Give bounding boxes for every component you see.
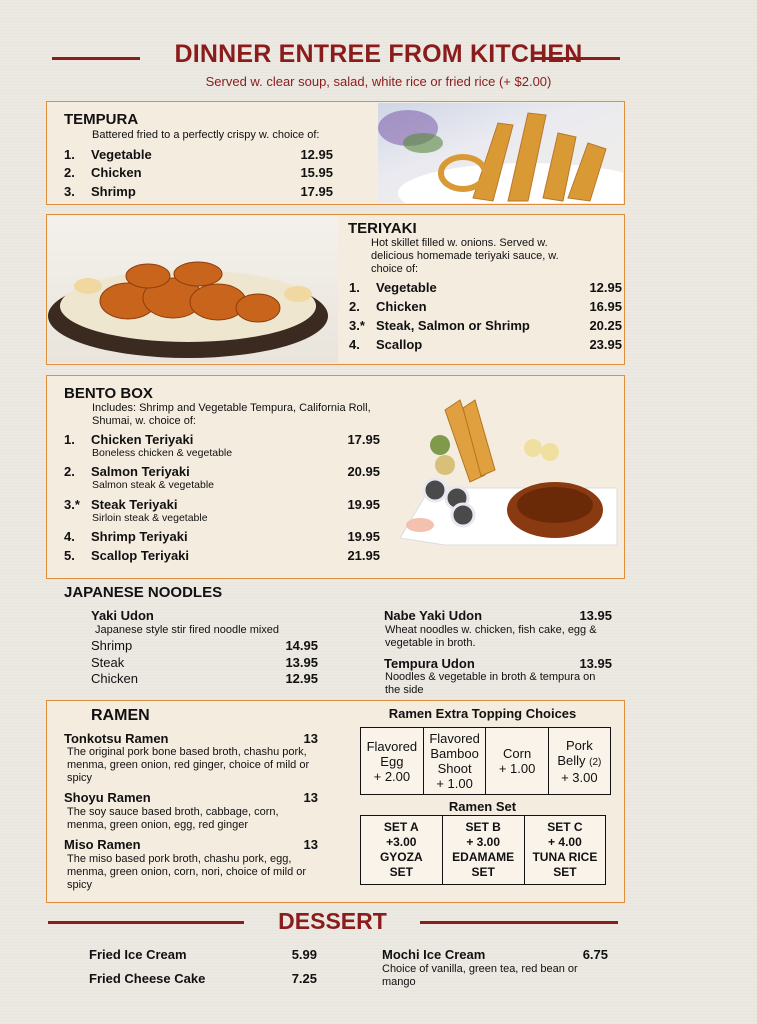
yaki-udon-price: 12.95 [285,671,318,686]
tempura-item: Vegetable [91,147,152,162]
bento-price: 17.95 [347,432,380,447]
yaki-udon-name: Yaki Udon [91,608,154,623]
yaki-udon-price: 14.95 [285,638,318,653]
bento-item-sub: Sirloin steak & vegetable [92,512,208,524]
tempura-price: 12.95 [300,147,333,162]
ramen-item-price: 13 [303,837,318,852]
bento-num: 3.* [64,497,80,512]
mochi-name: Mochi Ice Cream [382,947,486,962]
bento-photo [385,390,623,550]
teriyaki-num: 1. [349,280,360,295]
ramen-item-price: 13 [303,731,318,746]
set-item: TUNA RICE [532,850,598,864]
set-suffix: SET [471,865,495,879]
topping-label: Flavored [366,738,418,754]
yaki-udon-desc: Japanese style stir fired noodle mixed [95,624,280,636]
tempura-desc: Battered fried to a perfectly crispy w. choice of: [92,129,320,141]
teriyaki-price: 23.95 [589,337,622,352]
tempura-item: Shrimp [91,184,136,199]
tempura-price: 15.95 [300,165,333,180]
tempura-photo [378,103,623,203]
yaki-udon-option: Steak [91,655,125,670]
set-item: EDAMAME [452,850,515,864]
teriyaki-title: TERIYAKI [348,220,417,237]
nabe-yaki-udon-name: Nabe Yaki Udon [384,608,483,623]
topping-label: Bamboo [430,746,479,761]
dessert-item-name: Fried Cheese Cake [89,971,206,986]
teriyaki-price: 16.95 [589,299,622,314]
yaki-udon-option: Chicken [91,671,138,686]
topping-qty: (2) [589,756,602,768]
tempura-num: 3. [64,184,75,199]
set-price: + 3.00 [466,835,501,849]
topping-label: Egg [380,753,404,769]
bento-item: Steak Teriyaki [91,497,178,512]
bento-num: 1. [64,432,75,447]
dessert-item-name: Fried Ice Cream [89,947,187,962]
toppings-table [360,727,611,795]
teriyaki-num: 3.* [349,318,365,333]
tempura-title: TEMPURA [64,111,139,128]
bento-item: Chicken Teriyaki [91,432,194,447]
bento-price: 20.95 [347,464,380,479]
teriyaki-item: Vegetable [376,280,437,295]
topping-label: Pork [565,737,593,753]
teriyaki-item: Chicken [376,299,427,314]
teriyaki-item: Steak, Salmon or Shrimp [376,318,530,333]
ramen-set-title: Ramen Set [448,799,517,814]
tempura-udon-name: Tempura Udon [384,656,475,671]
set-suffix: SET [553,865,577,879]
topping-price: + 3.00 [561,769,598,785]
ramen-item-desc: The original pork bone based broth, chashu pork, menma, green onion, red ginger, choice of mild or spicy [67,746,310,784]
dessert-title: DESSERT [278,908,387,934]
nabe-yaki-udon-desc: Wheat noodles w. chicken, fish cake, egg & vegetable in broth. [385,624,597,649]
bento-desc: Includes: Shrimp and Vegetable Tempura, California Roll, Shumai, w. choice of: [92,402,371,427]
tempura-num: 1. [64,147,75,162]
ramen-set-cell [524,816,605,885]
topping-cell [423,728,486,795]
set-name: SET B [465,820,501,834]
ramen-item-price: 13 [303,790,318,805]
ramen-item-desc: The soy sauce based broth, cabbage, corn, menma, green onion, egg, red ginger [67,806,279,831]
teriyaki-num: 2. [349,299,360,314]
teriyaki-price: 20.25 [589,318,622,333]
set-price: + 4.00 [548,835,582,849]
ramen-item-name: Miso Ramen [64,837,141,852]
tempura-num: 2. [64,165,75,180]
bento-num: 2. [64,464,75,479]
tempura-udon-desc: Noodles & vegetable in broth & tempura on the side [385,671,596,696]
dessert-rule-left [48,921,244,924]
ramen-set-cell [361,816,443,885]
topping-cell [361,728,424,795]
dessert-item-price: 5.99 [291,947,317,962]
bento-num: 5. [64,548,75,563]
topping-label: Shoot [437,761,472,776]
bento-price: 21.95 [347,548,380,563]
set-price: +3.00 [386,835,417,849]
topping-price: + 2.00 [373,768,411,784]
bento-item-sub: Boneless chicken & vegetable [92,447,233,459]
set-name: SET A [383,820,419,834]
dessert-item-price: 7.25 [291,971,317,986]
bento-title: BENTO BOX [64,385,153,402]
bento-item-sub: Salmon steak & vegetable [92,479,214,491]
noodles-title: JAPANESE NOODLES [64,584,223,601]
tempura-price: 17.95 [300,184,333,199]
tempura-item: Chicken [91,165,142,180]
ramen-title: RAMEN [91,707,150,724]
teriyaki-price: 12.95 [589,280,622,295]
topping-price: + 1.00 [498,761,536,776]
topping-price: + 1.00 [436,776,473,791]
topping-label: Belly [557,752,586,768]
topping-cell [486,728,548,795]
bento-num: 4. [64,529,75,544]
set-name: SET C [547,820,583,834]
toppings-title: Ramen Extra Topping Choices [388,706,577,721]
ramen-item-name: Shoyu Ramen [64,790,151,805]
topping-label: Corn [503,746,532,761]
page-title: DINNER ENTREE FROM KITCHEN [174,40,583,68]
ramen-item-desc: The miso based pork broth, chashu pork, egg, menma, green onion, corn, nori, choice of mild or spicy [67,853,307,891]
yaki-udon-price: 13.95 [285,655,318,670]
ramen-set-cell [442,816,524,885]
topping-cell [548,728,610,795]
bento-item: Salmon Teriyaki [91,464,190,479]
teriyaki-desc: Hot skillet filled w. onions. Served w. delicious homemade teriyaki sauce, w. choice of: [371,237,559,275]
teriyaki-num: 4. [349,337,360,352]
teriyaki-item: Scallop [376,337,423,352]
mochi-price: 6.75 [582,947,608,962]
mochi-desc: Choice of vanilla, green tea, red bean or mango [382,963,578,988]
ramen-item-name: Tonkotsu Ramen [64,731,169,746]
topping-label: Flavored [429,731,480,746]
yaki-udon-option: Shrimp [91,638,133,653]
bento-item: Shrimp Teriyaki [91,529,188,544]
set-suffix: SET [389,865,413,879]
set-item: GYOZA [379,850,423,864]
tempura-udon-price: 13.95 [579,656,612,671]
page-subtitle: Served w. clear soup, salad, white rice or fried rice (+ $2.00) [205,74,552,89]
bento-price: 19.95 [347,497,380,512]
bento-item: Scallop Teriyaki [91,548,190,563]
teriyaki-photo [48,216,338,363]
ramen-set-table [360,815,606,885]
bento-price: 19.95 [347,529,380,544]
dessert-rule-right [420,921,618,924]
nabe-yaki-udon-price: 13.95 [579,608,612,623]
